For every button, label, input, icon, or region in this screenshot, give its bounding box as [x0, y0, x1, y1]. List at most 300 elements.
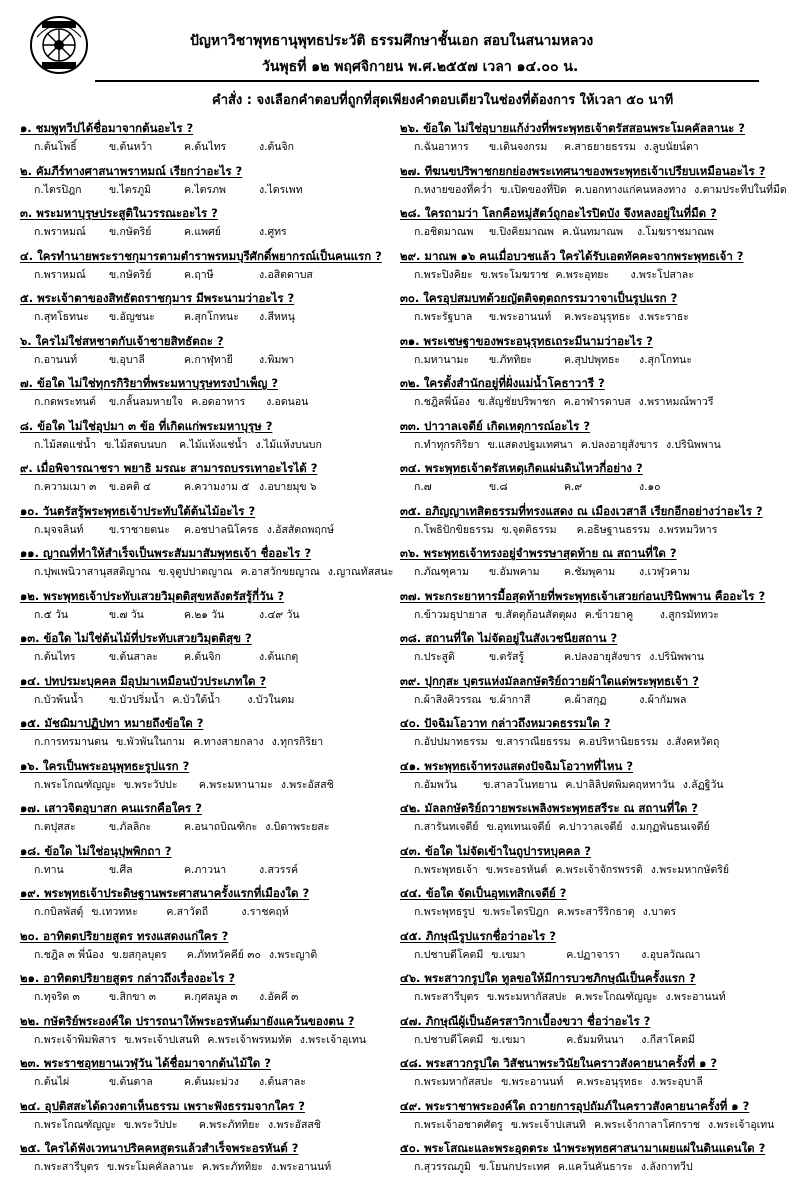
answer-option-a[interactable]: ก.ความเมา ๓ — [34, 481, 97, 493]
answer-option-d[interactable]: ง.ศูทร — [259, 226, 287, 238]
answer-option-c[interactable]: ค.พระภัททิยะ — [201, 1161, 264, 1173]
answer-option-c[interactable]: ค.ธัมมทินนา — [566, 1033, 625, 1046]
answer-option-c[interactable]: ค.ฤาษี — [184, 268, 214, 281]
question-item — [20, 1055, 372, 1098]
answer-option-a[interactable]: ก.ข้าวมธุปายาส — [414, 608, 488, 621]
answer-option-c[interactable]: ค.ปฏาจารา — [566, 948, 620, 961]
answer-options — [400, 732, 752, 752]
answer-option-b[interactable]: ข.เขมา — [491, 948, 526, 961]
question-item — [400, 163, 787, 206]
question-item — [20, 928, 372, 971]
answer-option-b[interactable]: ข.๘ — [489, 481, 508, 493]
instruction: คำสั่ง : จงเลือกคำตอบที่ถูกที่สุดเพียงคำตอบเดียวในช่องที่ต้องการ ให้เวลา ๕๐ นาที — [212, 93, 674, 108]
answer-option-c[interactable]: ค.อาฬารดาบส — [563, 396, 631, 408]
answer-option-d[interactable]: ง.พระราธะ — [638, 311, 689, 323]
answer-option-c[interactable]: ค.พระเจ้าจักรพรรดิ — [555, 863, 643, 876]
answer-options — [400, 945, 752, 965]
answer-options — [400, 1115, 775, 1135]
answer-option-a[interactable]: ก.พระปิงคิยะ — [414, 268, 473, 281]
answer-option-a[interactable]: ก.พระพุทธเจ้า — [414, 863, 478, 876]
question-text: ๔๙. พระราชาพระองค์ใด ถวายการอุปถัมภ์ในคราวสังคายนาครั้งที่ ๑ ? — [400, 1098, 750, 1113]
answer-option-b[interactable]: ข.ต้นสาละ — [109, 651, 158, 663]
question-item — [20, 205, 372, 248]
answer-option-d[interactable]: ง.พระมหากษัตริย์ — [650, 863, 730, 876]
answer-option-d[interactable]: ง.ตามประทีปในที่มืด — [694, 183, 787, 196]
answer-option-b[interactable]: ข.พระเจ้าปเสนทิ — [124, 1033, 200, 1046]
question-item — [400, 970, 752, 1013]
answer-options — [400, 180, 787, 200]
answer-option-d[interactable]: ง.ลังกาทวีป — [640, 1161, 693, 1173]
answer-option-a[interactable]: ก.พระสารีบุตร — [414, 991, 479, 1003]
question-text: ๒๔. อุปติสสะได้ดวงตาเห็นธรรม เพราะฟังธรรมจากใคร ? — [20, 1098, 305, 1113]
answer-option-c[interactable]: ค.กาฬุทายี — [184, 353, 233, 366]
question-text: ๔๔. ข้อใด จัดเป็นอุทเทสิกเจดีย์ ? — [400, 886, 567, 900]
answer-options — [400, 1030, 752, 1050]
answer-options — [400, 690, 752, 710]
answer-option-b[interactable]: ข.อัญชนะ — [109, 311, 155, 323]
answer-options — [400, 265, 752, 285]
question-item — [20, 375, 372, 418]
answer-option-d[interactable]: ง.พระเจ้าอุเทน — [708, 1118, 775, 1131]
answer-option-d[interactable]: ง.ต้นสาละ — [259, 1076, 306, 1088]
answer-options — [400, 775, 752, 795]
question-text: ๒๑. อาทิตตปริยายสูตร กล่าวถึงเรื่องอะไร ? — [20, 971, 236, 985]
answer-option-b[interactable]: ข.ต้นหว้า — [109, 141, 153, 153]
question-item — [400, 290, 752, 333]
question-item — [400, 758, 752, 801]
answer-option-b[interactable]: ข.พระเจ้าปเสนทิ — [510, 1118, 586, 1131]
answer-options — [20, 137, 372, 157]
answer-option-b[interactable]: ข.อัมพคาม — [489, 566, 540, 578]
answer-options — [400, 647, 752, 667]
answer-option-a[interactable]: ก.การทรมานตน — [34, 736, 109, 748]
question-item — [400, 120, 752, 163]
answer-option-d[interactable]: ง.สีหหนุ — [259, 311, 295, 323]
answer-option-b[interactable]: ข.ภัททิยะ — [489, 353, 533, 366]
answer-options — [400, 1072, 752, 1092]
answer-option-d[interactable]: ง.๑๐ — [639, 481, 661, 493]
answer-option-a[interactable]: ก.พระโกณฑัญญะ — [34, 778, 116, 791]
answer-option-a[interactable]: ก.สุวรรณภูมิ — [414, 1161, 471, 1173]
answer-option-b[interactable]: ข.สาลวโนทยาน — [483, 778, 558, 791]
answer-option-d[interactable]: ง.ไตรเพท — [259, 183, 303, 196]
answer-option-c[interactable]: ค.อาสวักขยญาณ — [240, 566, 320, 578]
answer-option-c[interactable]: ค.ภัททวัคคีย์ ๓๐ — [186, 948, 261, 961]
answer-options — [20, 477, 372, 497]
answer-option-d[interactable]: ง.ผ้ากัมพล — [639, 693, 687, 706]
answer-option-d[interactable]: ง.อัคคี ๓ — [259, 991, 299, 1003]
answer-option-b[interactable]: ข.แสดงปฐมเทศนา — [487, 438, 573, 451]
answer-option-d[interactable]: ง.ปรินิพพาน — [665, 438, 721, 451]
question-item — [400, 545, 752, 588]
answer-option-d[interactable]: ง.สังคหวัตถุ — [666, 736, 720, 748]
answer-option-a[interactable]: ก.พระเจ้าพิมพิสาร — [34, 1033, 117, 1046]
question-item — [400, 885, 752, 928]
answer-option-d[interactable]: ง.ทุกรกิริยา — [271, 736, 324, 748]
answer-option-c[interactable]: ค.ผ้าสกุฏ — [564, 693, 607, 706]
answer-option-a[interactable]: ก.หงายของที่คว่ำ — [414, 183, 493, 196]
answer-option-b[interactable]: ข.กษัตริย์ — [109, 268, 152, 281]
answer-option-c[interactable]: ค.ต้นจิก — [184, 651, 221, 663]
answer-option-c[interactable]: ค.พระอนุรุทธะ — [564, 311, 631, 323]
answer-option-a[interactable]: ก.ปชาบดีโคตมี — [414, 948, 484, 961]
answer-options — [400, 435, 752, 455]
question-text: ๓๖. พระพุทธเจ้าทรงอยู่จำพรรษาสุดท้าย ณ สถานที่ใด ? — [400, 546, 677, 560]
answer-option-c[interactable]: ค.พระโกณฑัญญะ — [574, 991, 658, 1003]
answer-option-a[interactable]: ก.ชฎิลพี่น้อง — [414, 396, 470, 408]
answer-option-c[interactable]: ค.ปลงอายุสังขาร — [564, 651, 642, 663]
answer-option-d[interactable]: ง.อดนอน — [266, 396, 309, 408]
answer-option-a[interactable]: ก.อัปปมาทธรรม — [414, 736, 488, 748]
answer-option-a[interactable]: ก.พระมหากัสสปะ — [414, 1076, 494, 1088]
answer-option-c[interactable]: ค.พระเจ้าพรหมทัต — [207, 1033, 292, 1046]
answer-option-d[interactable]: ง.อุบลวัณณา — [641, 948, 701, 961]
answer-option-d[interactable]: ง.สูกรมัททวะ — [659, 608, 719, 621]
question-item — [400, 800, 752, 843]
answer-option-a[interactable]: ก.ทุจริต ๓ — [34, 991, 80, 1003]
exam-date: วันพุธที่ ๑๒ พฤศจิกายน พ.ศ.๒๕๕๗ เวลา ๑๔.๐๐ น. — [262, 59, 579, 75]
question-text: ๓๑. พระเชษฐาของพระอนุรุทธเถระมีนามว่าอะไร ? — [400, 333, 653, 348]
answer-option-a[interactable]: ก.ไตรปิฎก — [34, 183, 82, 196]
answer-option-c[interactable]: ค.ความงาม ๕ — [184, 481, 250, 493]
answer-options — [400, 222, 752, 242]
answer-option-a[interactable]: ก.ต้นโพธิ์ — [34, 141, 77, 153]
question-text: ๘. ข้อใด ไม่ใช่อุปมา ๓ ข้อ ที่เกิดแก่พระมหาบุรุษ ? — [20, 418, 273, 433]
answer-option-c[interactable]: ค.ต้นมะม่วง — [184, 1076, 239, 1088]
answer-options — [20, 1157, 372, 1177]
answer-option-a[interactable]: ก.ปุพเพนิวาสานุสสติญาณ — [34, 566, 151, 578]
answer-option-b[interactable]: ข.ยสกุลบุตร — [111, 948, 167, 961]
answer-option-a[interactable]: ก.๗ — [414, 481, 432, 493]
answer-option-c[interactable]: ค.ปาวาลเจดีย์ — [558, 821, 623, 833]
question-text: ๑๙. พระพุทธเจ้าประดิษฐานพระศาสนาครั้งแรกที่เมืองใด ? — [20, 886, 310, 900]
answer-option-c[interactable]: ค.บอกทางแก่คนหลงทาง — [574, 183, 687, 196]
answer-option-c[interactable]: ค.พระอนุรุทธะ — [576, 1076, 643, 1088]
answer-options — [400, 307, 752, 327]
question-item — [20, 503, 372, 546]
question-item — [400, 588, 766, 631]
answer-option-d[interactable]: ง.อัสสัตถพฤกษ์ — [266, 523, 335, 536]
answer-option-c[interactable]: ค.พระมหานามะ — [198, 778, 273, 791]
answer-option-b[interactable]: ข.พระวัปปะ — [123, 1118, 178, 1131]
question-text: ๔๓. ข้อใด ไม่จัดเข้าในถูปารหบุคคล ? — [400, 843, 591, 858]
answer-option-a[interactable]: ก.ภัณฑุคาม — [414, 566, 469, 578]
question-item — [20, 163, 372, 206]
answer-option-b[interactable]: ข.จุตติธรรม — [501, 523, 557, 536]
answer-option-b[interactable]: ข.กษัตริย์ — [109, 226, 152, 238]
question-text: ๑๘. ข้อใด ไม่ใช่อนุปุพพิกถา ? — [20, 843, 172, 858]
answer-option-c[interactable]: ค.ภาวนา — [184, 863, 227, 876]
answer-option-c[interactable]: ค.แพศย์ — [184, 226, 221, 238]
answer-options — [400, 817, 752, 837]
answer-option-a[interactable]: ก.พราหมณ์ — [34, 268, 86, 281]
question-text: ๔๘. พระสาวกรูปใด วิสัชนาพระวินัยในคราวสังคายนาครั้งที่ ๑ ? — [400, 1056, 718, 1070]
question-item — [400, 460, 752, 503]
question-text: ๑๕. มัชฌิมาปฏิปทา หมายถึงข้อใด ? — [20, 716, 204, 730]
answer-option-a[interactable]: ก.พระเจ้าอชาตศัตรู — [414, 1118, 503, 1131]
answer-option-b[interactable]: ข.พระมหากัสสปะ — [486, 991, 567, 1003]
answer-option-b[interactable]: ข.พระโมฆราช — [480, 268, 549, 281]
answer-option-a[interactable]: ก.ปชาบดีโคตมี — [414, 1033, 484, 1046]
answer-option-b[interactable]: ข.เขมา — [491, 1033, 526, 1046]
question-text: ๔๗. ภิกษุณีผู้เป็นอัครสาวิกาเบื้องขวา ชื่อว่าอะไร ? — [400, 1013, 651, 1028]
left-question-column — [20, 120, 394, 1183]
answer-option-d[interactable]: ง.พระอัสสชิ — [280, 778, 334, 791]
answer-options — [20, 860, 372, 880]
answer-option-d[interactable]: ง.๔๙ วัน — [259, 608, 300, 621]
answer-option-a[interactable]: ก.สารันทเจดีย์ — [414, 821, 479, 833]
answer-option-c[interactable]: ค.๙ — [564, 481, 583, 493]
answer-option-c[interactable]: ค.พระเจ้ากาลาโศกราช — [593, 1118, 701, 1131]
answer-option-b[interactable]: ข.ไม้สดบนบก — [104, 438, 167, 451]
answer-option-d[interactable]: ง.พระอานนท์ — [271, 1161, 332, 1173]
question-text: ๔๒. มัลลกษัตริย์ถวายพระเพลิงพระพุทธสรีระ ณ สถานที่ใด ? — [400, 801, 698, 815]
answer-option-a[interactable]: ก.กบิลพัสดุ์ — [34, 906, 84, 918]
answer-option-d[interactable]: ง.มกุฏพันธนเจดีย์ — [630, 821, 710, 833]
question-text: ๕๐. พระโสณะและพระอุตตระ นำพระพุทธศาสนามาเผยแผ่ในดินแดนใด ? — [400, 1141, 766, 1155]
answer-option-b[interactable]: ข.อุทเทนเจดีย์ — [486, 821, 551, 833]
answer-option-c[interactable]: ค.อชปาลนิโครธ — [184, 523, 259, 536]
answer-option-b[interactable]: ข.ต้นตาล — [109, 1076, 153, 1088]
answer-option-a[interactable]: ก.ต้นไทร — [34, 651, 76, 663]
answer-option-a[interactable]: ก.โพธิปักขิยธรรม — [414, 523, 494, 536]
question-text: ๑๓. ข้อใด ไม่ใช่ต้นไม้ที่ประทับเสวยวิมุตติสุข ? — [20, 631, 252, 645]
answer-option-d[interactable]: ง.พระญาติ — [268, 948, 318, 961]
answer-option-d[interactable]: ง.ลัฏฐิวัน — [682, 778, 724, 791]
answer-option-a[interactable]: ก.กดพระทนต์ — [34, 396, 96, 408]
answer-option-b[interactable]: ข.พระอรหันต์ — [485, 863, 548, 876]
question-text: ๖. ใครไม่ใช่สหชาตกับเจ้าชายสิทธัตถะ ? — [20, 333, 224, 348]
answer-option-c[interactable]: ค.ชัมพุคาม — [564, 566, 616, 578]
answer-option-c[interactable]: ค.สาวัตถี — [166, 906, 209, 918]
answer-option-d[interactable]: ง.พระอัสสชิ — [268, 1118, 321, 1131]
answer-option-b[interactable]: ข.ไตรภูมิ — [109, 183, 152, 196]
answer-option-b[interactable]: ข.พระอานนท์ — [501, 1076, 564, 1088]
answer-option-c[interactable]: ค.นันทมาณพ — [561, 226, 624, 238]
answer-option-b[interactable]: ข.พัวพันในกาม — [116, 736, 186, 748]
question-text: ๒๐. อาทิตตปริยายสูตร ทรงแสดงแก่ใคร ? — [20, 928, 229, 943]
answer-option-c[interactable]: ค.กุศลมูล ๓ — [184, 991, 238, 1003]
answer-option-d[interactable]: ง.ญาณทัสสนะ — [327, 566, 394, 578]
answer-option-a[interactable]: ก.มหานามะ — [414, 353, 470, 366]
answer-option-b[interactable]: ข.ผ้ากาสี — [489, 693, 531, 706]
question-item — [400, 1098, 775, 1141]
answer-options — [400, 392, 752, 412]
answer-option-c[interactable]: ค.สาธยายธรรม — [564, 141, 636, 153]
answer-option-b[interactable]: ข.พระไตรปิฎก — [482, 906, 549, 918]
answer-option-c[interactable]: ค.พระอุทยะ — [555, 268, 610, 281]
question-text: ๑๗. เสาวจิตอุบาสก คนแรกคือใคร ? — [20, 801, 202, 815]
answer-option-d[interactable]: ง.กีสาโคตมี — [641, 1033, 695, 1046]
question-text: ๓๗. พระกระยาหารมื้อสุดท้ายที่พระพุทธเจ้าเสวยก่อนปรินิพพาน คืออะไร ? — [400, 588, 766, 603]
answer-option-c[interactable]: ค.บัวใต้น้ำ — [172, 693, 221, 706]
question-item — [20, 843, 372, 886]
answer-option-a[interactable]: ก.ประสูติ — [414, 651, 455, 663]
question-text: ๗. ข้อใด ไม่ใช่ทุกรกิริยาที่พระมหาบุรุษทรงบำเพ็ญ ? — [20, 376, 279, 390]
answer-option-c[interactable]: ค.อธิษฐานธรรม — [576, 523, 651, 536]
question-text: ๕. พระเจ้าตาของสิทธัตถราชกุมาร มีพระนามว่าอะไร ? — [20, 291, 295, 305]
answer-option-b[interactable]: ข.ตรัสรู้ — [489, 651, 525, 663]
answer-option-c[interactable]: ค.ข้าวยาคู — [584, 608, 634, 621]
question-item — [20, 715, 372, 758]
answer-option-b[interactable]: ข.จุตูปปาตญาณ — [158, 566, 233, 578]
answer-option-a[interactable]: ก.พระโกณฑัญญะ — [34, 1118, 116, 1131]
answer-option-c[interactable]: ค.ไม้แห้งแช่น้ำ — [179, 438, 248, 451]
answer-option-b[interactable]: ข.๗ วัน — [109, 608, 144, 621]
answer-option-c[interactable]: ค.แคว้นคันธาระ — [557, 1161, 633, 1173]
question-item — [20, 970, 372, 1013]
answer-option-a[interactable]: ก.อัมพวัน — [414, 778, 457, 791]
answer-option-c[interactable]: ค.ปาลิลิปตพิมคฤหทาวัน — [565, 778, 675, 791]
answer-option-b[interactable]: ข.อคติ ๔ — [109, 481, 151, 493]
answer-options — [400, 902, 752, 922]
question-text: ๓๒. ใครตั้งสำนักอยู่ที่ฝั่งแม่น้ำโคธาวารี ? — [400, 376, 605, 390]
answer-option-c[interactable]: ค.๒๑ วัน — [184, 608, 225, 621]
answer-option-a[interactable]: ก.ตปุสสะ — [34, 821, 76, 833]
answer-options — [20, 732, 372, 752]
question-text: ๑๑. ญาณที่ทำให้สำเร็จเป็นพระสัมมาสัมพุทธเจ้า ชื่ออะไร ? — [20, 546, 312, 560]
answer-option-b[interactable]: ข.สัญชัยปริพาชก — [477, 396, 556, 408]
answer-option-a[interactable]: ก.ผ้าสิงคิวรรณ — [414, 693, 482, 706]
question-text: ๑. ชมพูทวีปได้ชื่อมาจากต้นอะไร ? — [20, 121, 194, 135]
answer-option-a[interactable]: ก.บัวพ้นน้ำ — [34, 693, 84, 706]
answer-option-c[interactable]: ค.ทางสายกลาง — [193, 736, 264, 748]
answer-option-d[interactable]: ง.สวรรค์ — [259, 863, 299, 876]
answer-option-c[interactable]: ค.ต้นไทร — [184, 141, 227, 153]
answer-option-b[interactable]: ข.ราชายตนะ — [109, 523, 170, 536]
answer-option-d[interactable]: ง.พระอุบาลี — [650, 1076, 703, 1088]
answer-option-a[interactable]: ก.พระสารีบุตร — [34, 1161, 99, 1173]
answer-option-a[interactable]: ก.ทาน — [34, 863, 64, 876]
question-item — [20, 418, 372, 461]
answer-option-b[interactable]: ข.สาราณียธรรม — [495, 736, 571, 748]
answer-option-c[interactable]: ค.อปริหานิยธรรม — [578, 736, 659, 748]
answer-option-d[interactable]: ง.พรหมวิหาร — [658, 523, 718, 536]
answer-option-d[interactable]: ง.ไม้แห้งบนบก — [255, 438, 322, 451]
answer-option-c[interactable]: ค.พระสารีริกธาตุ — [556, 906, 635, 918]
answer-option-b[interactable]: ข.โยนกประเทศ — [478, 1161, 550, 1173]
question-text: ๔. ใครทำนายพระราชกุมารตามตำราพรหมบุรีศักดิ์พยากรณ์เป็นคนแรก ? — [20, 248, 382, 263]
answer-option-a[interactable]: ก.พระพุทธรูป — [414, 906, 475, 918]
answer-option-b[interactable]: ข.สัตตุก้อนสัตตุผง — [495, 608, 577, 621]
question-item — [20, 120, 372, 163]
question-text: ๓๘. สถานที่ใด ไม่จัดอยู่ในสังเวชนียสถาน ? — [400, 631, 618, 645]
answer-option-d[interactable]: ง.บิดาพระยสะ — [265, 821, 330, 833]
answer-option-d[interactable]: ง.พระโปสาละ — [630, 268, 694, 281]
answer-option-b[interactable]: ข.พระอานนท์ — [489, 311, 552, 323]
answer-option-d[interactable]: ง.สุกโกทนะ — [639, 353, 692, 366]
answer-option-c[interactable]: ค.อดอาหาร — [191, 396, 246, 408]
answer-option-d[interactable]: ง.ต้นเกตุ — [259, 651, 299, 663]
question-item — [20, 333, 372, 376]
answer-option-a[interactable]: ก.พระรัฐบาล — [414, 311, 473, 323]
answer-options — [400, 605, 752, 625]
question-text: ๒๘. ใครถามว่า โลกคือหมู่สัตว์ถูกอะไรปิดบัง จึงหลงอยู่ในที่มืด ? — [400, 206, 717, 220]
answer-option-a[interactable]: ก.ชฎิล ๓ พี่น้อง — [34, 948, 104, 961]
question-item — [400, 418, 752, 461]
answer-option-d[interactable]: ง.ต้นจิก — [259, 141, 294, 153]
question-text: ๒๒. กษัตริย์พระองค์ใด ปรารถนาให้พระอรหันต์มายังแคว้นของตน ? — [20, 1013, 355, 1028]
answer-option-c[interactable]: ค.พระภัททิยะ — [198, 1118, 261, 1131]
answer-option-d[interactable]: ง.โมฆราชมาณพ — [636, 226, 714, 238]
answer-option-d[interactable]: ง.ราชคฤห์ — [241, 906, 289, 918]
answer-option-a[interactable]: ก.ฉันอาหาร — [414, 141, 469, 153]
answer-option-b[interactable]: ข.เทวทหะ — [91, 906, 138, 918]
answer-option-d[interactable]: ง.ลูบนัยน์ตา — [643, 141, 699, 153]
question-text: ๓๓. ปาวาลเจดีย์ เกิดเหตุการณ์อะไร ? — [400, 418, 591, 433]
answer-option-c[interactable]: ค.สุปปพุทธะ — [564, 353, 620, 366]
answer-option-d[interactable]: ง.พระอานนท์ — [665, 991, 726, 1003]
answer-option-d[interactable]: ง.อสิตดาบส — [259, 268, 313, 281]
answer-option-a[interactable]: ก.อานนท์ — [34, 353, 78, 366]
answer-option-d[interactable]: ง.เวฬุวคาม — [639, 566, 690, 578]
answer-options — [20, 350, 372, 370]
answer-option-a[interactable]: ก.๕ วัน — [34, 608, 69, 621]
answer-option-a[interactable]: ก.ทำทุกรกิริยา — [414, 438, 480, 451]
question-item — [400, 205, 752, 248]
answer-option-c[interactable]: ค.สุกโกทนะ — [184, 311, 239, 323]
answer-option-d[interactable]: ง.ปรินิพพาน — [649, 651, 705, 663]
answer-option-a[interactable]: ก.สุทโธทนะ — [34, 311, 89, 323]
answer-option-b[interactable]: ข.พระโมคคัลลานะ — [106, 1161, 194, 1173]
answer-option-a[interactable]: ก.พราหมณ์ — [34, 226, 86, 238]
answer-options — [20, 222, 372, 242]
answer-option-b[interactable]: ข.บัวปริ่มน้ำ — [109, 693, 165, 706]
answer-option-d[interactable]: ง.บาตร — [642, 906, 677, 918]
answer-option-c[interactable]: ค.ปลงอายุสังขาร — [580, 438, 658, 451]
answer-option-d[interactable]: ง.พราหมณ์พาวรี — [638, 396, 714, 408]
answer-option-d[interactable]: ง.พระเจ้าอุเทน — [299, 1033, 367, 1046]
answer-option-b[interactable]: ข.อุบาลี — [109, 353, 145, 366]
question-text: ๑๐. วันตรัสรู้พระพุทธเจ้าประทับใต้ต้นไม้อะไร ? — [20, 503, 256, 518]
answer-option-a[interactable]: ก.ต้นไผ่ — [34, 1076, 70, 1088]
question-text: ๓๔. พระพุทธเจ้าตรัสเหตุเกิดแผ่นดินไหวกี่อย่าง ? — [400, 461, 643, 475]
answer-options — [20, 1030, 372, 1050]
question-item — [20, 290, 372, 333]
question-text: ๓๙. ปุกกุสะ บุตรแห่งมัลลกษัตริย์ถวายผ้าใดแด่พระพุทธเจ้า ? — [400, 673, 699, 688]
answer-options — [20, 307, 372, 327]
answer-option-d[interactable]: ง.บัวในตม — [247, 693, 295, 706]
right-question-column — [400, 120, 787, 1183]
answer-option-b[interactable]: ข.ปิงคิยมาณพ — [489, 226, 554, 238]
answer-options — [400, 350, 752, 370]
question-item — [20, 1140, 372, 1183]
answer-options — [20, 945, 372, 965]
answer-option-b[interactable]: ข.พระวัปปะ — [123, 778, 178, 791]
answer-option-b[interactable]: ข.ภัลลิกะ — [109, 821, 152, 833]
answer-option-b[interactable]: ข.กลั้นลมหายใจ — [109, 396, 184, 408]
answer-option-a[interactable]: ก.ไม้สดแช่น้ำ — [34, 438, 97, 451]
answer-option-d[interactable]: ง.พิมพา — [259, 353, 295, 366]
question-text: ๓๐. ใครอุปสมบทด้วยญัตติจตุตถกรรมวาจาเป็นรูปแรก ? — [400, 291, 678, 305]
question-item — [20, 673, 372, 716]
answer-option-b[interactable]: ข.สิกขา ๓ — [109, 991, 156, 1003]
answer-option-b[interactable]: ข.เดินจงกรม — [489, 141, 548, 153]
answer-option-b[interactable]: ข.เปิดของที่ปิด — [500, 183, 567, 196]
sanam-luang-seal — [29, 15, 89, 75]
answer-option-b[interactable]: ข.ศีล — [109, 863, 133, 876]
answer-option-c[interactable]: ค.อนาถบิณฑิกะ — [184, 821, 258, 833]
question-item — [20, 588, 372, 631]
question-item — [20, 1098, 372, 1141]
question-text: ๑๒. พระพุทธเจ้าประทับเสวยวิมุตติสุขหลังตรัสรู้กี่วัน ? — [20, 588, 285, 603]
answer-option-c[interactable]: ค.ไตรภพ — [184, 183, 226, 196]
answer-option-a[interactable]: ก.มุจจลินท์ — [34, 523, 84, 536]
answer-option-a[interactable]: ก.อชิตมาณพ — [414, 226, 474, 238]
answer-option-d[interactable]: ง.อบายมุข ๖ — [259, 481, 317, 493]
question-item — [20, 758, 372, 801]
question-item — [400, 630, 752, 673]
